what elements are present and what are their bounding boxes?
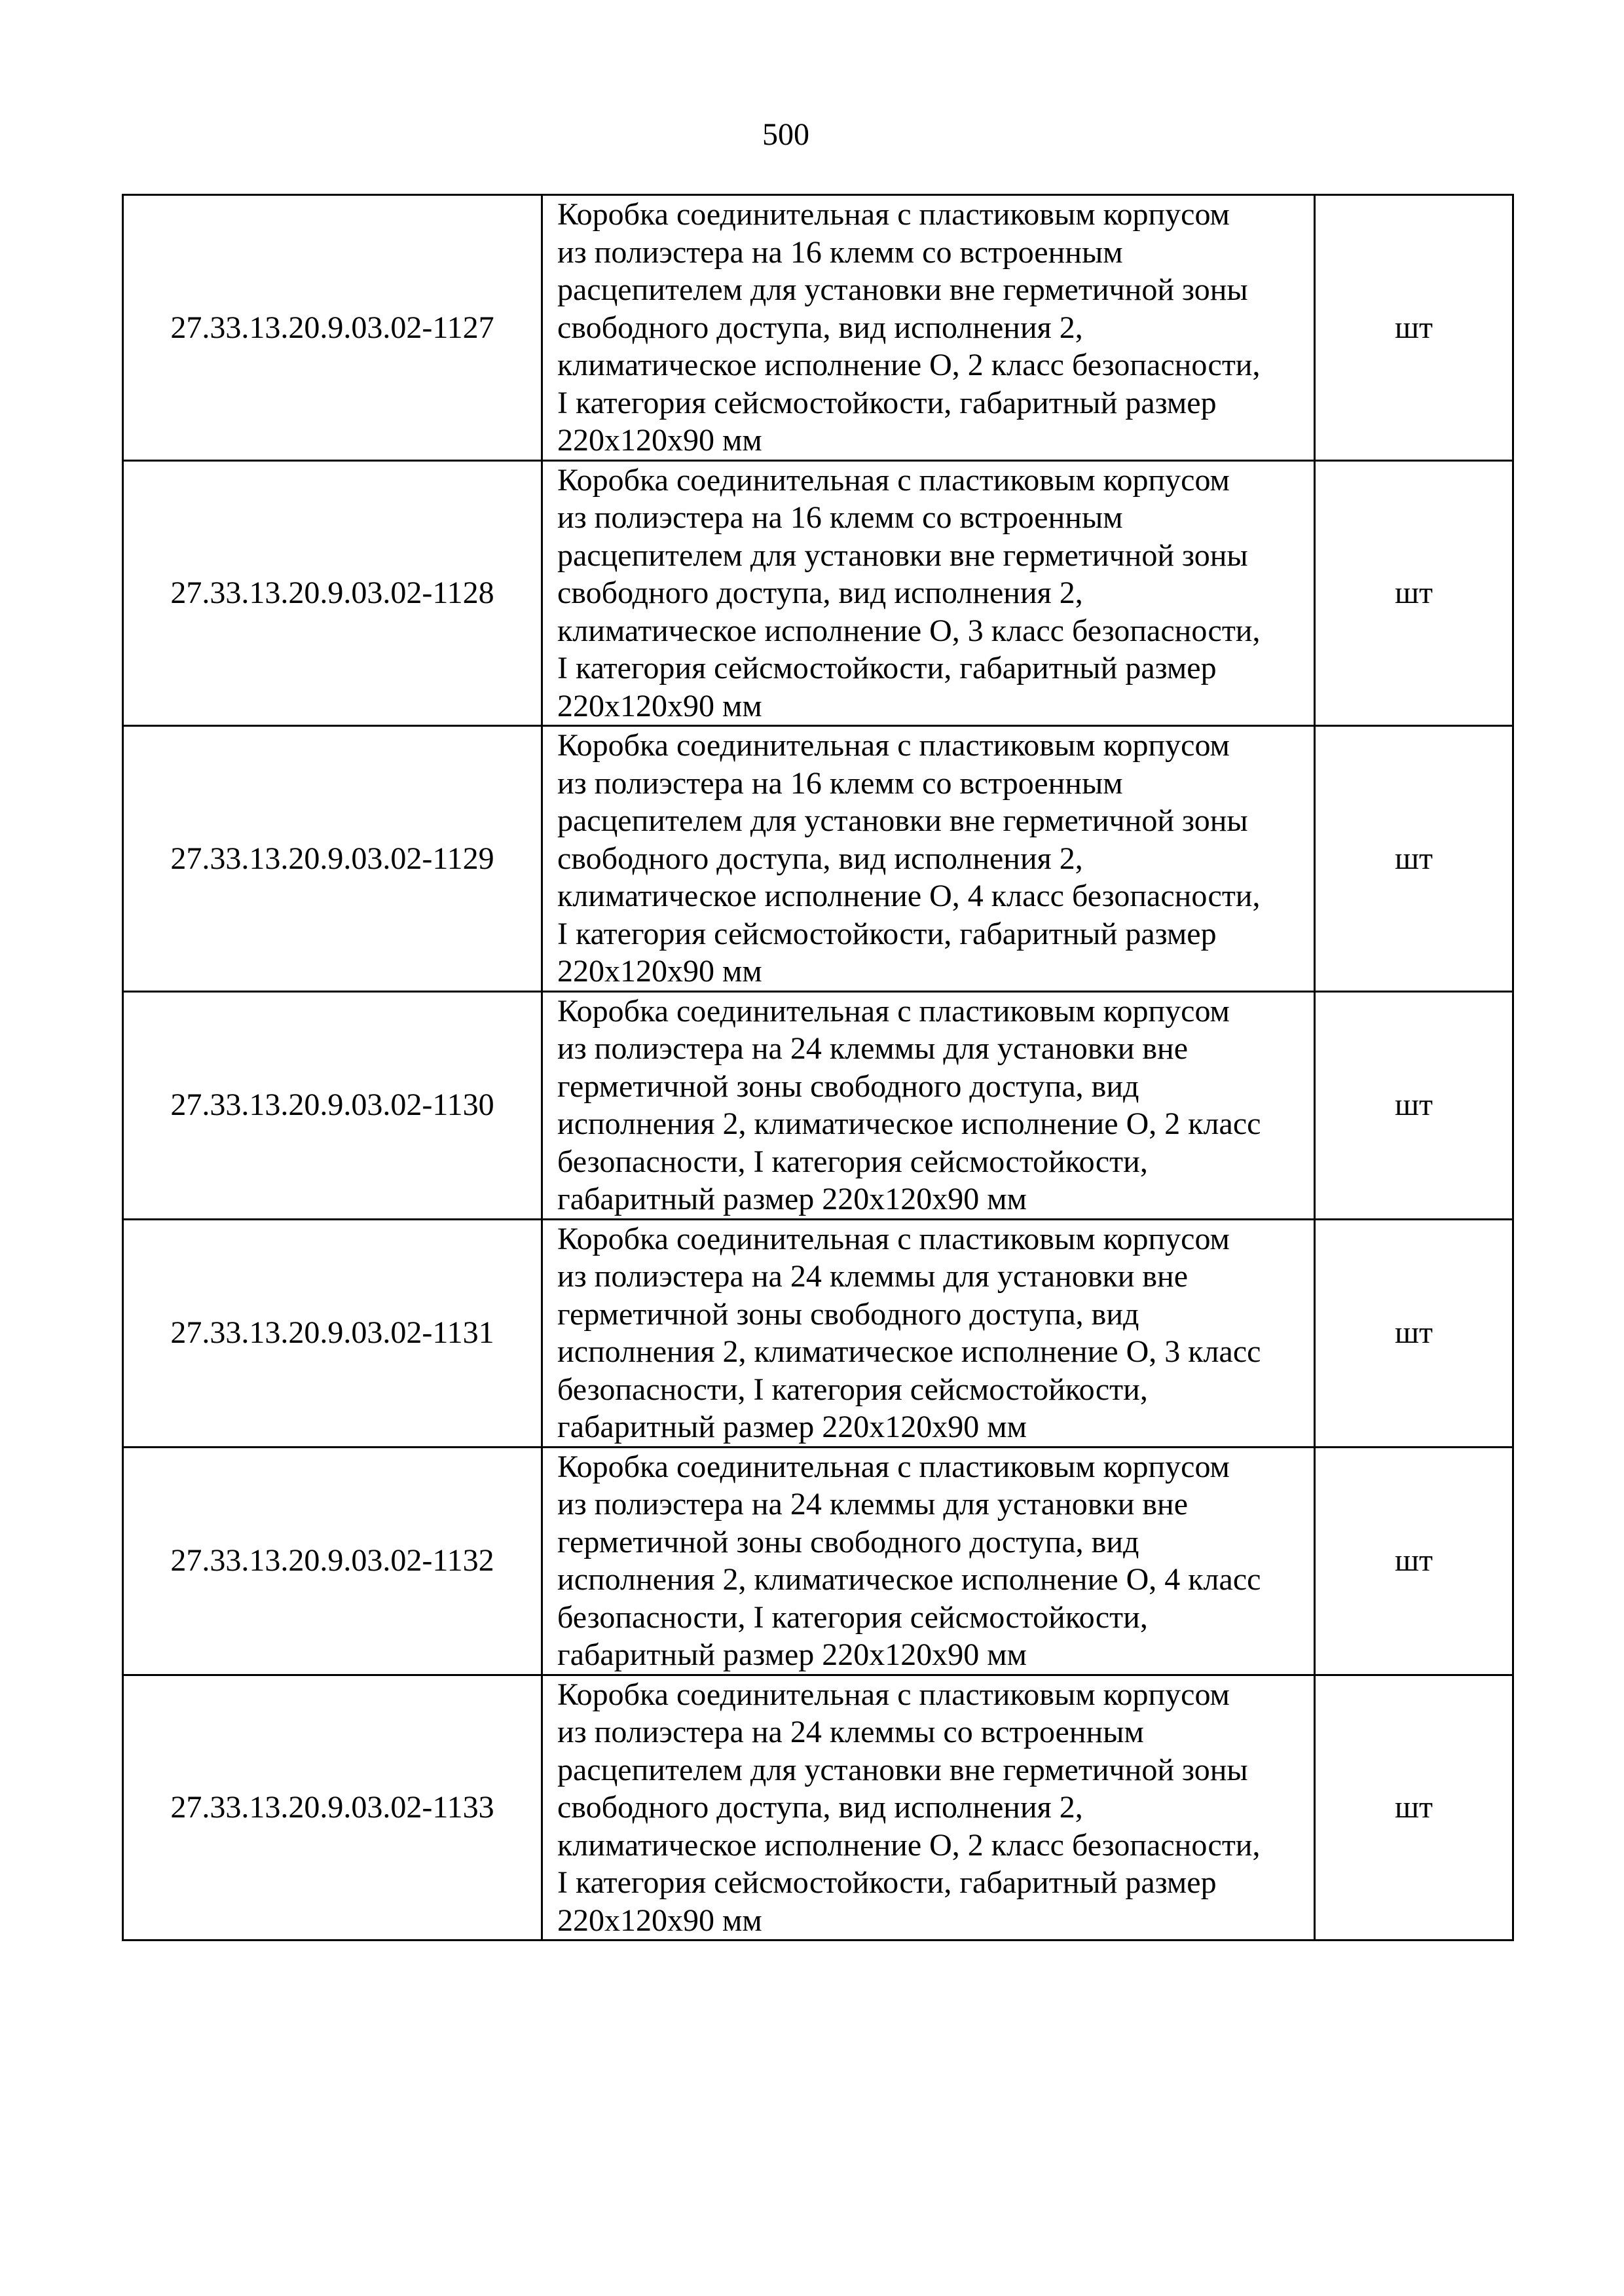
description-line: габаритный размер 220x120x90 мм [557,1410,1027,1444]
description-line: из полиэстера на 24 клеммы для установки вне [557,1259,1189,1294]
description-line: I категория сейсмостойкости, габаритный размер [557,1865,1217,1900]
description-line: климатическое исполнение О, 2 класс безопасности, [557,1827,1261,1863]
item-description [542,1447,1315,1675]
description-line: безопасности, I категория сейсмостойкости, [557,1599,1148,1635]
item-code: 27.33.13.20.9.03.02-1132 [123,1447,542,1675]
item-unit: шт [1315,1675,1513,1941]
description-line: безопасности, I категория сейсмостойкости, [557,1144,1148,1179]
description-line: климатическое исполнение О, 3 класс безопасности, [557,613,1261,648]
description-line: из полиэстера на 24 клеммы для установки вне [557,1031,1189,1066]
item-description [542,460,1315,726]
item-unit: шт [1315,991,1513,1219]
description-line: расцепителем для установки вне герметичной зоны [557,538,1248,573]
description-line: свободного доступа, вид исполнения 2, [557,1790,1083,1825]
item-code: 27.33.13.20.9.03.02-1127 [123,195,542,461]
item-description [542,991,1315,1219]
description-line: I категория сейсмостойкости, габаритный размер [557,916,1217,951]
table-row [123,1447,1513,1675]
description-line: Коробка соединительная с пластиковым корпусом [557,728,1230,763]
table-row [123,991,1513,1219]
item-description [542,1675,1315,1941]
item-code: 27.33.13.20.9.03.02-1128 [123,460,542,726]
description-line: расцепителем для установки вне герметичной зоны [557,1752,1248,1787]
description-line: габаритный размер 220x120x90 мм [557,1637,1027,1672]
description-line: свободного доступа, вид исполнения 2, [557,310,1083,345]
description-line: из полиэстера на 16 клемм со встроенным [557,500,1123,535]
description-line: Коробка соединительная с пластиковым корпусом [557,1221,1230,1256]
description-line: 220x120x90 мм [557,423,762,458]
description-line: исполнения 2, климатическое исполнение О, 2 класс [557,1106,1261,1141]
description-line: 220x120x90 мм [557,954,762,989]
specification-table [122,194,1514,1941]
description-line: герметичной зоны свободного доступа, вид [557,1524,1139,1559]
table-row [123,726,1513,992]
item-description [542,1219,1315,1447]
description-line: из полиэстера на 24 клеммы для установки вне [557,1487,1189,1522]
description-line: из полиэстера на 24 клеммы со встроенным [557,1715,1144,1749]
description-line: Коробка соединительная с пластиковым корпусом [557,1449,1230,1484]
table-row [123,1675,1513,1941]
item-code: 27.33.13.20.9.03.02-1129 [123,726,542,992]
description-line: расцепителем для установки вне герметичной зоны [557,272,1248,307]
description-line: климатическое исполнение О, 2 класс безопасности, [557,348,1261,382]
description-line: исполнения 2, климатическое исполнение О, 3 класс [557,1334,1261,1369]
item-description [542,726,1315,992]
description-line: свободного доступа, вид исполнения 2, [557,841,1083,876]
description-line: герметичной зоны свободного доступа, вид [557,1068,1139,1104]
description-line: свободного доступа, вид исполнения 2, [557,575,1083,610]
description-line: Коробка соединительная с пластиковым корпусом [557,993,1230,1029]
page-number: 500 [762,117,809,152]
description-line: Коробка соединительная с пластиковым корпусом [557,197,1230,232]
description-line: герметичной зоны свободного доступа, вид [557,1296,1139,1332]
description-line: 220x120x90 мм [557,1903,762,1938]
table-row [123,1219,1513,1447]
description-line: из полиэстера на 16 клемм со встроенным [557,765,1123,801]
item-unit: шт [1315,460,1513,726]
description-line: Коробка соединительная с пластиковым корпусом [557,462,1230,498]
description-line: климатическое исполнение О, 4 класс безопасности, [557,879,1261,913]
table-row [123,460,1513,726]
description-line: Коробка соединительная с пластиковым корпусом [557,1677,1230,1712]
item-unit: шт [1315,726,1513,992]
table-row [123,195,1513,461]
item-code: 27.33.13.20.9.03.02-1131 [123,1219,542,1447]
description-line: I категория сейсмостойкости, габаритный размер [557,651,1217,685]
item-code: 27.33.13.20.9.03.02-1133 [123,1675,542,1941]
item-unit: шт [1315,1219,1513,1447]
item-description [542,195,1315,461]
item-unit: шт [1315,195,1513,461]
description-line: безопасности, I категория сейсмостойкости, [557,1372,1148,1407]
description-line: 220x120x90 мм [557,688,762,723]
description-line: I категория сейсмостойкости, габаритный размер [557,385,1217,420]
description-line: исполнения 2, климатическое исполнение О, 4 класс [557,1562,1261,1597]
description-line: расцепителем для установки вне герметичной зоны [557,803,1248,838]
item-unit: шт [1315,1447,1513,1675]
description-line: габаритный размер 220x120x90 мм [557,1182,1027,1216]
description-line: из полиэстера на 16 клемм со встроенным [557,234,1123,270]
item-code: 27.33.13.20.9.03.02-1130 [123,991,542,1219]
